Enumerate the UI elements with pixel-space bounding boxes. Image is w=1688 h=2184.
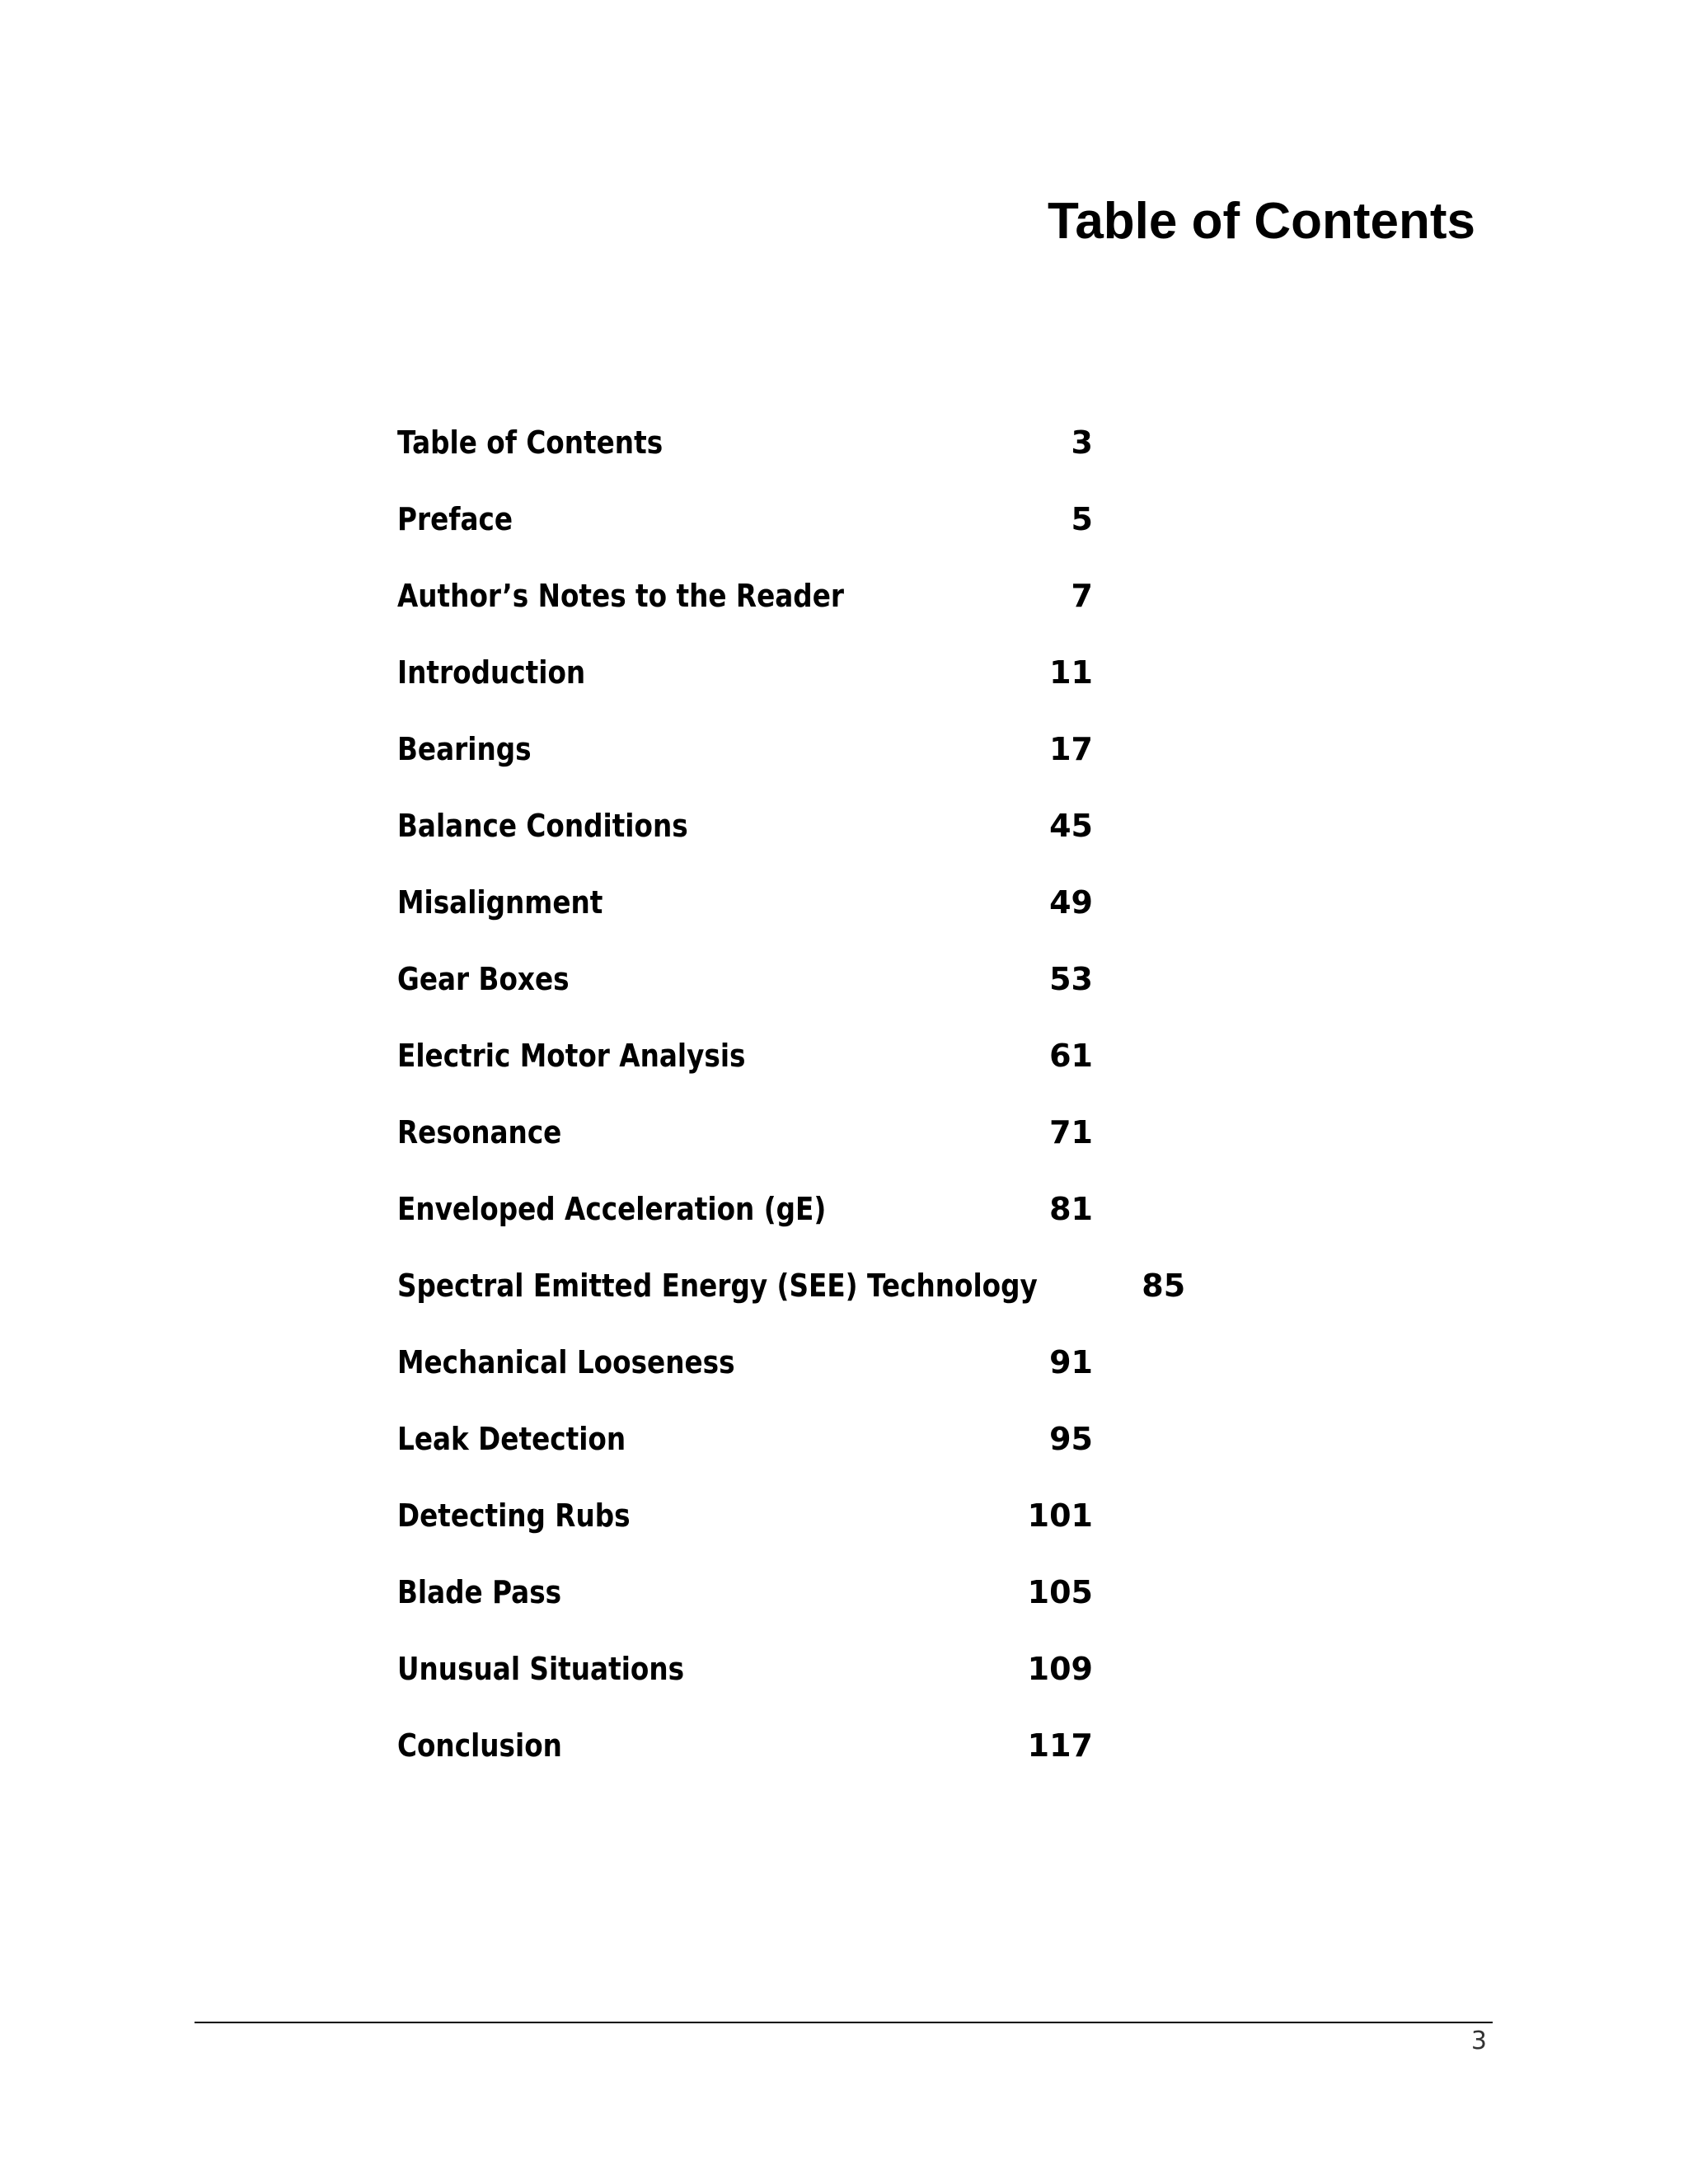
toc-entry[interactable] [397,1477,1093,1554]
toc-entry[interactable] [397,557,1093,634]
toc-entry-page: 61 [1049,1037,1093,1074]
toc-entry-page: 105 [1027,1573,1093,1610]
toc-entry[interactable] [397,1017,1093,1094]
toc-entry-title: Mechanical Looseness [397,1343,735,1380]
toc-entry[interactable] [397,480,1093,557]
toc-entry-page: 17 [1049,730,1093,767]
toc-entry-title: Table of Contents [397,424,663,461]
footer-rule [195,2022,1493,2023]
toc-entry-title: Balance Conditions [397,807,688,844]
toc-entry-page: 85 [1142,1267,1186,1304]
toc-entry[interactable] [397,634,1093,710]
toc-entry[interactable] [397,710,1093,787]
toc-entry-title: Resonance [397,1113,562,1151]
toc-entry-title: Unusual Situations [397,1650,685,1687]
toc-entry-title: Preface [397,500,513,537]
toc-entry-page: 101 [1027,1497,1093,1534]
toc-entry-title: Spectral Emitted Energy (SEE) Technology [397,1267,1038,1304]
toc-entry[interactable] [397,1400,1093,1477]
toc-entry-title: Gear Boxes [397,960,570,997]
toc-entry[interactable] [397,940,1093,1017]
toc-entry-title: Bearings [397,730,532,767]
table-of-contents [397,404,1186,1783]
toc-entry-page: 5 [1071,500,1093,537]
toc-entry-title: Detecting Rubs [397,1497,631,1534]
toc-entry[interactable] [397,787,1093,864]
page-number: 3 [1470,2027,1487,2055]
toc-entry-page: 91 [1049,1343,1093,1380]
toc-entry-page: 53 [1049,960,1093,997]
toc-entry[interactable] [397,1170,1093,1247]
page-title: Table of Contents [1048,193,1475,250]
toc-entry-title: Electric Motor Analysis [397,1037,746,1074]
toc-entry-title: Leak Detection [397,1420,626,1457]
toc-entry[interactable] [397,404,1093,480]
toc-entry-title: Enveloped Acceleration (gE) [397,1190,827,1227]
toc-entry[interactable] [397,1707,1093,1783]
toc-entry-page: 45 [1049,807,1093,844]
toc-entry-page: 81 [1049,1190,1093,1227]
toc-entry-page: 7 [1071,577,1093,614]
toc-entry[interactable] [397,1324,1093,1400]
toc-entry[interactable] [397,864,1093,940]
toc-entry-page: 117 [1027,1727,1093,1764]
toc-entry-title: Blade Pass [397,1573,562,1610]
toc-entry[interactable] [397,1247,1186,1324]
toc-entry-page: 109 [1027,1650,1093,1687]
toc-entry-page: 49 [1049,883,1093,921]
toc-entry-title: Misalignment [397,883,603,921]
toc-entry-page: 71 [1049,1113,1093,1151]
toc-entry-title: Introduction [397,654,586,691]
toc-entry-title: Author’s Notes to the Reader [397,577,844,614]
toc-entry-page: 95 [1049,1420,1093,1457]
toc-entry-page: 3 [1071,424,1093,461]
toc-entry-page: 11 [1049,654,1093,691]
toc-entry-title: Conclusion [397,1727,562,1764]
toc-entry[interactable] [397,1094,1093,1170]
toc-entry[interactable] [397,1554,1093,1630]
toc-entry[interactable] [397,1630,1093,1707]
